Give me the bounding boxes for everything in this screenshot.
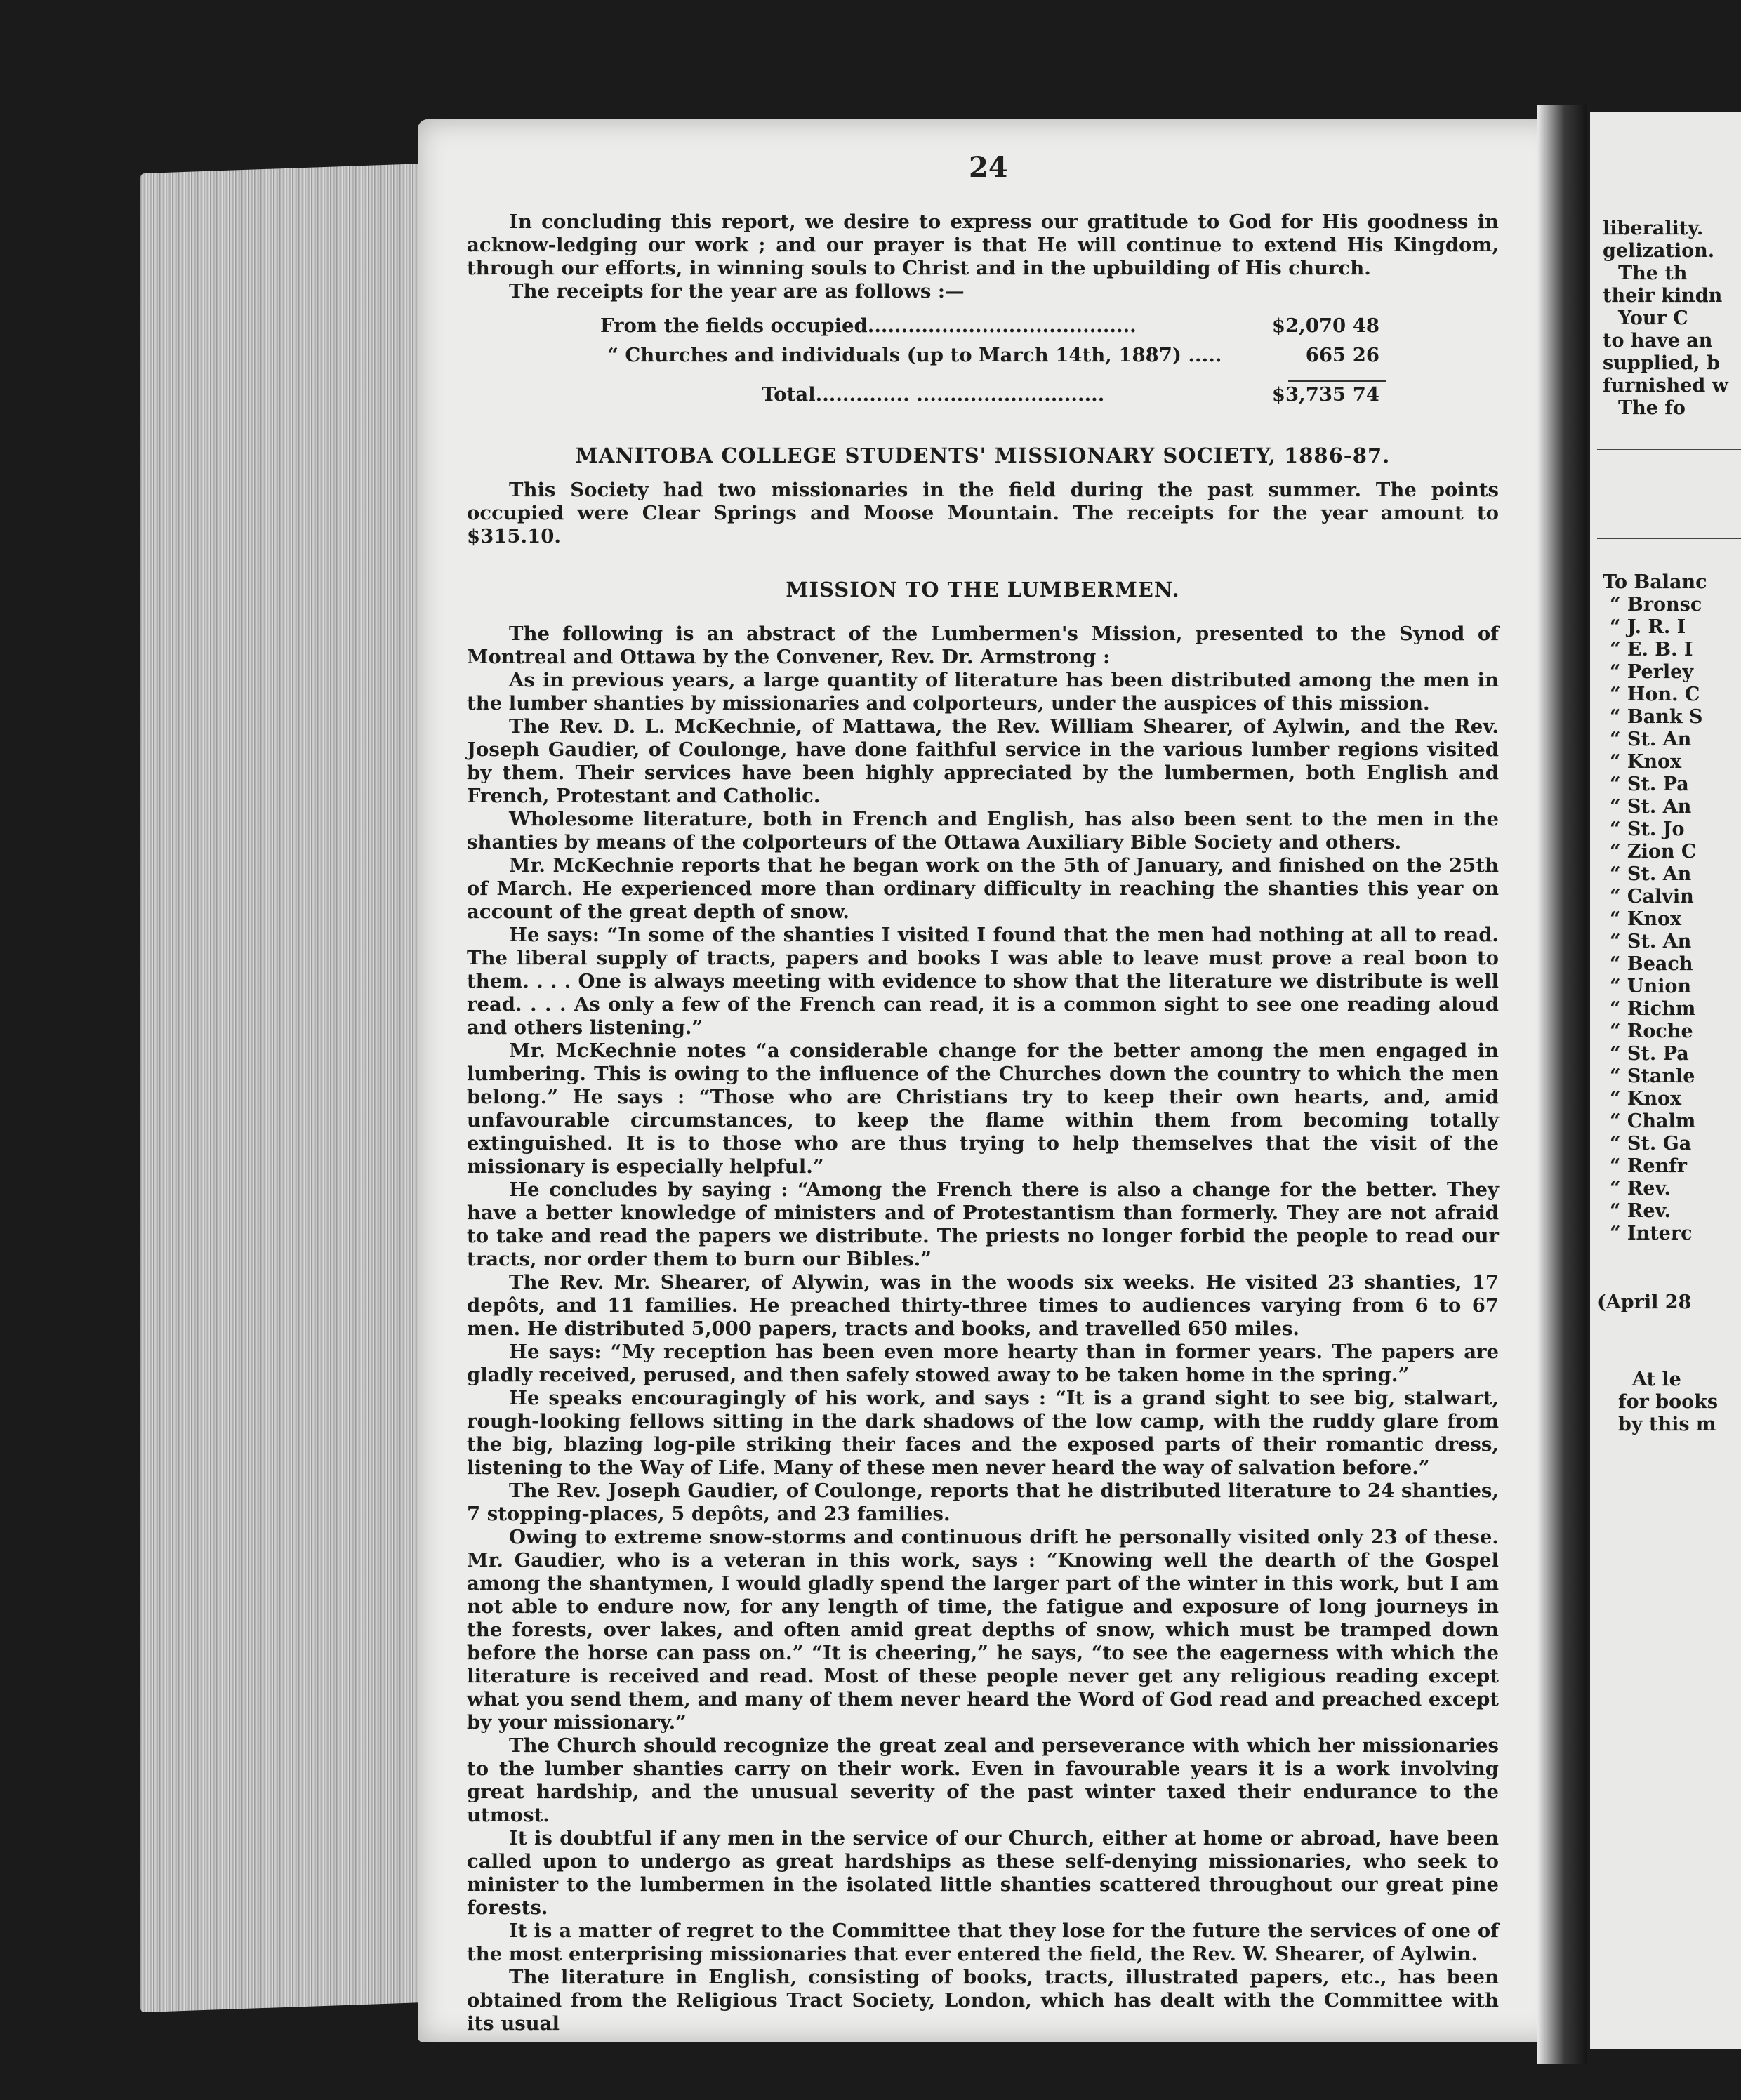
receipts-table [467,313,1499,411]
page-number: 24 [969,151,1008,184]
right-page-text: Your C [1618,307,1688,329]
right-page-list-item: “ Hon. C [1610,684,1700,705]
right-page-list-item: “ Knox [1610,1088,1682,1110]
body-paragraph: The Church should recognize the great zeal and perseverance with which her missionaries to the lumber shanties carry on their work. Even in favourable years it is a work involving great hardship, and the unusual severity of the past winter taxed their endurance to the utmost. [467,1734,1499,1826]
right-page-list-item: “ St. Pa [1610,773,1689,795]
right-page-list-item: “ Bank S [1610,706,1703,728]
body-paragraph: It is a matter of regret to the Committee that they lose for the future the services of one of the most enterprising missionaries that ever entered the field, the Rev. W. Shearer, of Aylwin. [467,1920,1499,1965]
body-paragraph: He says: “In some of the shanties I visited I found that the men had nothing at all to read. The liberal supply of tracts, papers and books I was able to leave must prove a real boon to them. . . . One is always meeting with evidence to show that the literature we distribute is well read. . . . As only a few of the French can read, it is a common sight to see one reading aloud and others listening.” [467,924,1499,1039]
body-paragraph: It is doubtful if any men in the service of our Church, either at home or abroad, have been called upon to undergo as great hardships as these self-denying missionaries, who seek to minister to the lumbermen in the isolated little shanties scattered throughout our great pine forests. [467,1827,1499,1919]
right-page-list-item: “ Perley [1610,661,1694,683]
right-page-list-item: “ Union [1610,976,1692,997]
right-page-list-item: “ Knox [1610,751,1682,773]
receipt-row [467,343,1499,372]
receipt-row [467,313,1499,343]
right-page-list-item: “ St. An [1610,863,1692,885]
right-page-text: for books [1618,1391,1719,1413]
body-paragraph: The Rev. D. L. McKechnie, of Mattawa, the Rev. William Shearer, of Aylwin, and the Rev. Joseph Gaudier, of Coulonge, have done faithful service in the various lumber regions visited by them. Their services have been highly appreciated by the lumbermen, both English and French, Protestant and Catholic. [467,715,1499,807]
receipt-label: From the fields occupied........................................ [600,314,1137,337]
right-page-text: The fo [1618,397,1686,419]
page-text-column [467,211,1499,2035]
right-page-text: to have an [1603,330,1713,352]
right-page-list-item: “ Richm [1610,998,1696,1020]
right-page-text: furnished w [1603,375,1728,397]
right-page-text: (April 28 [1597,1291,1692,1313]
right-page-list-item: “ Knox [1610,908,1682,930]
right-page-list-item: “ J. R. I [1610,616,1686,638]
right-page-list-item: “ Roche [1610,1021,1693,1042]
body-paragraph: The Rev. Joseph Gaudier, of Coulonge, reports that he distributed literature to 24 shanties, 7 stopping-places, 5 depôts, and 23 families. [467,1480,1499,1525]
body-paragraph: Mr. McKechnie notes “a considerable change for the better among the men engaged in lumbering. This is owing to the influence of the Churches down the country to which the men belong.” He says : “Those who are Christians try to keep their own hearts, and, amid unfavourable circumstances, to keep the flame within them from becoming totally extinguished. It is to those who are thus trying to help themselves that the visit of the missionary is especially helpful.” [467,1039,1499,1178]
intro-paragraph: In concluding this report, we desire to express our gratitude to God for His goodness in acknow-ledging our work ; and our prayer is that He will continue to extend His Kingdom, through our efforts, in winning souls to Christ and in the upbuilding of His church. [467,211,1499,279]
right-page-list-item: “ Beach [1610,953,1693,975]
body-paragraph: The following is an abstract of the Lumbermen's Mission, presented to the Synod of Montreal and Ottawa by the Convener, Rev. Dr. Armstrong : [467,623,1499,668]
right-page-text: liberality. [1603,218,1704,239]
right-page-list-item: “ Rev. [1610,1178,1671,1199]
right-page-list-item: “ Chalm [1610,1110,1696,1132]
right-page-list-item: “ St. An [1610,729,1692,750]
receipt-total-row [467,382,1499,411]
body-paragraph: He speaks encouragingly of his work, and says : “It is a grand sight to see big, stalwart, rough-looking fellows sitting in the dark shadows of the low camp, with the ruddy glare from the big, blazing log-pile striking their faces and the exposed parts of their romantic dress, listening to the Way of Life. Many of these men never heard the way of salvation before.” [467,1387,1499,1479]
right-page-text: by this m [1618,1414,1716,1435]
body-paragraph: He says: “My reception has been even more hearty than in former years. The papers are gladly received, perused, and then safely stowed away to be taken home in the spring.” [467,1341,1499,1386]
book-page-edges [140,164,428,2012]
manitoba-paragraph: This Society had two missionaries in the field during the past summer. The points occupied were Clear Springs and Moose Mountain. The receipts for the year amount to $315.10. [467,479,1499,547]
body-paragraph: The Rev. Mr. Shearer, of Alywin, was in the woods six weeks. He visited 23 shanties, 17 depôts, and 11 families. He preached thirty-three times to audiences varying from 6 to 67 men. He distributed 5,000 papers, tracts and books, and travelled 650 miles. [467,1271,1499,1340]
right-page-text: their kindn [1603,285,1723,307]
total-label: Total.............. ............................ [762,383,1105,406]
body-paragraph: The literature in English, consisting of books, tracts, illustrated papers, etc., has been obtained from the Religious Tract Society, London, which has dealt with the Committee with its usual [467,1966,1499,2035]
receipt-label: “ Churches and individuals (up to March 14th, 1887) ..... [607,344,1222,366]
right-page-text: supplied, b [1603,352,1720,374]
right-page-list-item: “ Rev. [1610,1200,1671,1222]
right-page-rule [1597,538,1741,539]
right-page-list-item: “ Stanle [1610,1065,1695,1087]
right-page-fragment [1590,112,1741,2049]
right-page-list-item: “ St. Jo [1610,818,1685,840]
right-page-list-item: “ E. B. I [1610,639,1693,660]
receipts-intro: The receipts for the year are as follows :— [509,280,965,303]
section-heading-manitoba: MANITOBA COLLEGE STUDENTS' MISSIONARY SOCIETY, 1886-87. [575,444,1391,467]
body-paragraph: Wholesome literature, both in French and English, has also been sent to the men in the shanties by means of the colporteurs of the Ottawa Auxiliary Bible Society and others. [467,808,1499,853]
body-paragraph: Mr. McKechnie reports that he began work on the 5th of January, and finished on the 25th of March. He experienced more than ordinary difficulty in reaching the shanties this year on account of the great depth of snow. [467,854,1499,923]
right-page-list-item: “ Interc [1610,1223,1693,1244]
total-amount: $3,735 74 [1271,383,1379,406]
right-page-list-item: “ Calvin [1610,886,1694,908]
right-page-text: At le [1632,1369,1681,1390]
right-page-list-item: “ St. An [1610,931,1692,952]
right-page-list-item: “ Renfr [1610,1155,1688,1177]
right-page-text: The th [1618,262,1688,284]
body-paragraph: He concludes by saying : “Among the French there is also a change for the better. They have a better knowledge of ministers and of Protestantism than formerly. They are not afraid to take and read the papers we distribute. The priests no longer forbid the people to read our tracts, nor order them to burn our Bibles.” [467,1178,1499,1270]
right-page-list-item: “ Zion C [1610,841,1697,863]
receipt-amount: $2,070 48 [1271,314,1379,337]
right-page-list-item: To Balanc [1603,571,1707,593]
body-paragraph: Owing to extreme snow-storms and continuous drift he personally visited only 23 of these. Mr. Gaudier, who is a veteran in this work, says : “Knowing well the dearth of the Gospel among the shantymen, I would gladly spend the larger part of the winter in this work, but I am not able to endure now, for any length of time, the fatigue and exposure of long journeys in the forests, over lakes, and often amid great depths of snow, which must be tramped down before the horse can pass on.” “It is cheering,” he says, “to see the eagerness with which the literature is received and read. Most of these people never get any religious reading except what you send them, and many of them never heard the Word of God read and preached except by your missionary.” [467,1526,1499,1734]
section-heading-lumbermen: MISSION TO THE LUMBERMEN. [786,578,1180,602]
right-page-list-item: “ St. An [1610,796,1692,818]
receipt-amount: 665 26 [1305,344,1379,366]
right-page-rule [1597,448,1741,450]
book-gutter [1537,105,1587,2064]
right-page-list-item: “ Bronsc [1610,594,1702,616]
body-paragraph: As in previous years, a large quantity of literature has been distributed among the men in the lumber shanties by missionaries and colporteurs, under the auspices of this mission. [467,669,1499,715]
right-page-text: gelization. [1603,240,1715,262]
right-page-list-item: “ St. Pa [1610,1043,1689,1065]
right-page-list-item: “ St. Ga [1610,1133,1692,1155]
